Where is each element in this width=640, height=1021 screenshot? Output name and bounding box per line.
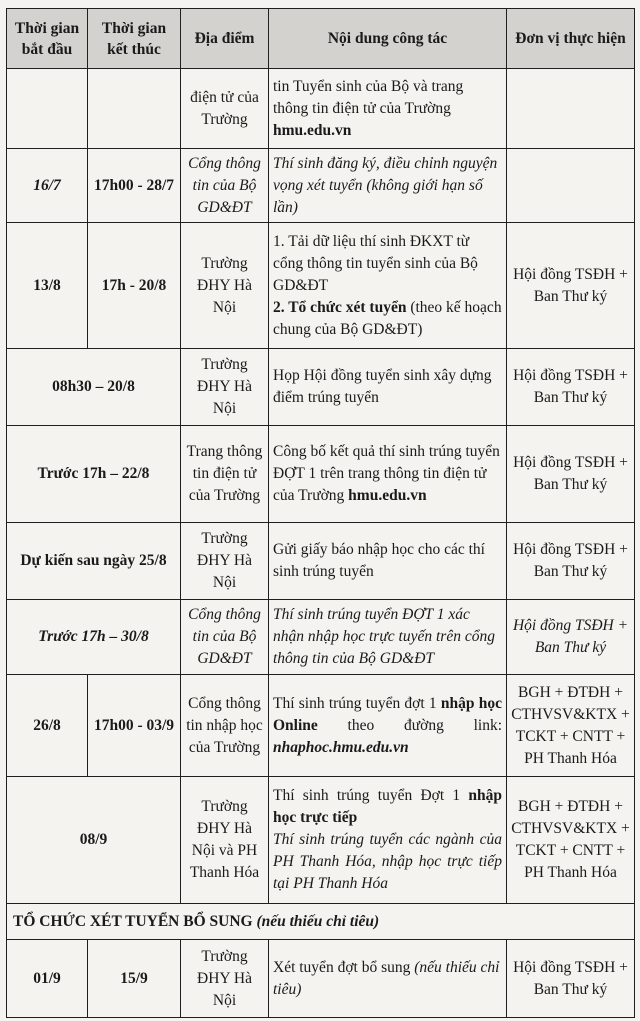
registration-link: nhaphoc.hmu.edu.vn — [273, 738, 409, 756]
start-cell: 26/8 — [7, 675, 88, 777]
end-cell: 17h00 - 03/9 — [88, 675, 181, 777]
unit-cell: Hội đồng TSĐH + Ban Thư ký — [507, 349, 635, 426]
start-cell: 13/8 — [7, 223, 88, 349]
location-cell: Trang thông tin điện tử của Trường — [181, 426, 269, 523]
location-cell: Trường ĐHY Hà Nội — [181, 523, 269, 600]
location-cell: Trường ĐHY Hà Nội và PH Thanh Hóa — [181, 777, 269, 904]
table-row — [7, 149, 635, 223]
unit-cell: BGH + ĐTĐH + CTHVSV&KTX + TCKT + CNTT + PH Thanh Hóa — [507, 675, 635, 777]
end-cell: 17h00 - 28/7 — [88, 149, 181, 223]
time-cell: 08h30 – 20/8 — [7, 349, 181, 426]
unit-cell: Hội đồng TSĐH + Ban Thư ký — [507, 600, 635, 675]
unit-cell: Hội đồng TSĐH + Ban Thư ký — [507, 223, 635, 349]
time-cell: 08/9 — [7, 777, 181, 904]
time-cell: Trước 17h – 22/8 — [7, 426, 181, 523]
content-cell: Gửi giấy báo nhập học cho các thí sinh trúng tuyển — [269, 523, 507, 600]
header-unit: Đơn vị thực hiện — [507, 9, 635, 69]
table-row — [7, 426, 635, 523]
content-cell: Họp Hội đồng tuyển sinh xây dựng điểm trúng tuyển — [269, 349, 507, 426]
unit-cell: BGH + ĐTĐH + CTHVSV&KTX + TCKT + CNTT + PH Thanh Hóa — [507, 777, 635, 904]
website-link: hmu.edu.vn — [273, 121, 352, 139]
content-cell: Công bố kết quả thí sinh trúng tuyển ĐỢT 1 trên trang thông tin điện tử của Trường hmu.edu.vn — [269, 426, 507, 523]
location-cell: Cổng thông tin của Bộ GD&ĐT — [181, 600, 269, 675]
location-cell: Cổng thông tin nhập học của Trường — [181, 675, 269, 777]
table-row — [7, 223, 635, 349]
content-cell: tin Tuyển sinh của Bộ và trang thông tin điện tử của Trường hmu.edu.vn — [269, 69, 507, 149]
content-cell: Thí sinh trúng tuyển Đợt 1 nhập học trực tiếp Thí sinh trúng tuyển các ngành của PH Thanh Hóa, nhập học trực tiếp tại PH Thanh Hóa — [269, 777, 507, 904]
table-row — [7, 69, 635, 149]
content-cell: Xét tuyển đợt bổ sung (nếu thiếu chỉ tiêu) — [269, 940, 507, 1018]
location-cell: điện tử của Trường — [181, 69, 269, 149]
header-row — [7, 9, 635, 69]
table-row — [7, 675, 635, 777]
location-cell: Trường ĐHY Hà Nội — [181, 349, 269, 426]
start-cell: 16/7 — [7, 149, 88, 223]
location-cell: Cổng thông tin của Bộ GD&ĐT — [181, 149, 269, 223]
location-cell: Trường ĐHY Hà Nội — [181, 223, 269, 349]
time-cell: Dự kiến sau ngày 25/8 — [7, 523, 181, 600]
header-content: Nội dung công tác — [269, 9, 507, 69]
table-row — [7, 940, 635, 1018]
content-cell: Thí sinh trúng tuyển đợt 1 nhập học Online theo đường link: nhaphoc.hmu.edu.vn — [269, 675, 507, 777]
section-heading: TỔ CHỨC XÉT TUYỂN BỔ SUNG (nếu thiếu chỉ tiêu) — [7, 904, 635, 940]
content-cell: Thí sinh đăng ký, điều chỉnh nguyện vọng xét tuyển (không giới hạn số lần) — [269, 149, 507, 223]
header-location: Địa điểm — [181, 9, 269, 69]
table-row — [7, 523, 635, 600]
header-end-time: Thời gian kết thúc — [88, 9, 181, 69]
time-cell: Trước 17h – 30/8 — [7, 600, 181, 675]
unit-cell: Hội đồng TSĐH + Ban Thư ký — [507, 940, 635, 1018]
content-cell: 1. Tải dữ liệu thí sinh ĐKXT từ cổng thông tin tuyển sinh của Bộ GD&ĐT 2. Tổ chức xét tuyển (theo kế hoạch chung của Bộ GD&ĐT) — [269, 223, 507, 349]
section-row — [7, 904, 635, 940]
table-row — [7, 777, 635, 904]
unit-cell: Hội đồng TSĐH + Ban Thư ký — [507, 523, 635, 600]
unit-cell: Hội đồng TSĐH + Ban Thư ký — [507, 426, 635, 523]
location-cell: Trường ĐHY Hà Nội — [181, 940, 269, 1018]
schedule-table — [6, 8, 635, 1018]
table-row — [7, 349, 635, 426]
table-row — [7, 600, 635, 675]
content-cell: Thí sinh trúng tuyển ĐỢT 1 xác nhận nhập học trực tuyến trên cổng thông tin của Bộ GD&ĐT — [269, 600, 507, 675]
website-link: hmu.edu.vn — [348, 487, 427, 504]
end-cell: 17h - 20/8 — [88, 223, 181, 349]
start-cell: 01/9 — [7, 940, 88, 1018]
end-cell: 15/9 — [88, 940, 181, 1018]
header-start-time: Thời gian bắt đầu — [7, 9, 88, 69]
